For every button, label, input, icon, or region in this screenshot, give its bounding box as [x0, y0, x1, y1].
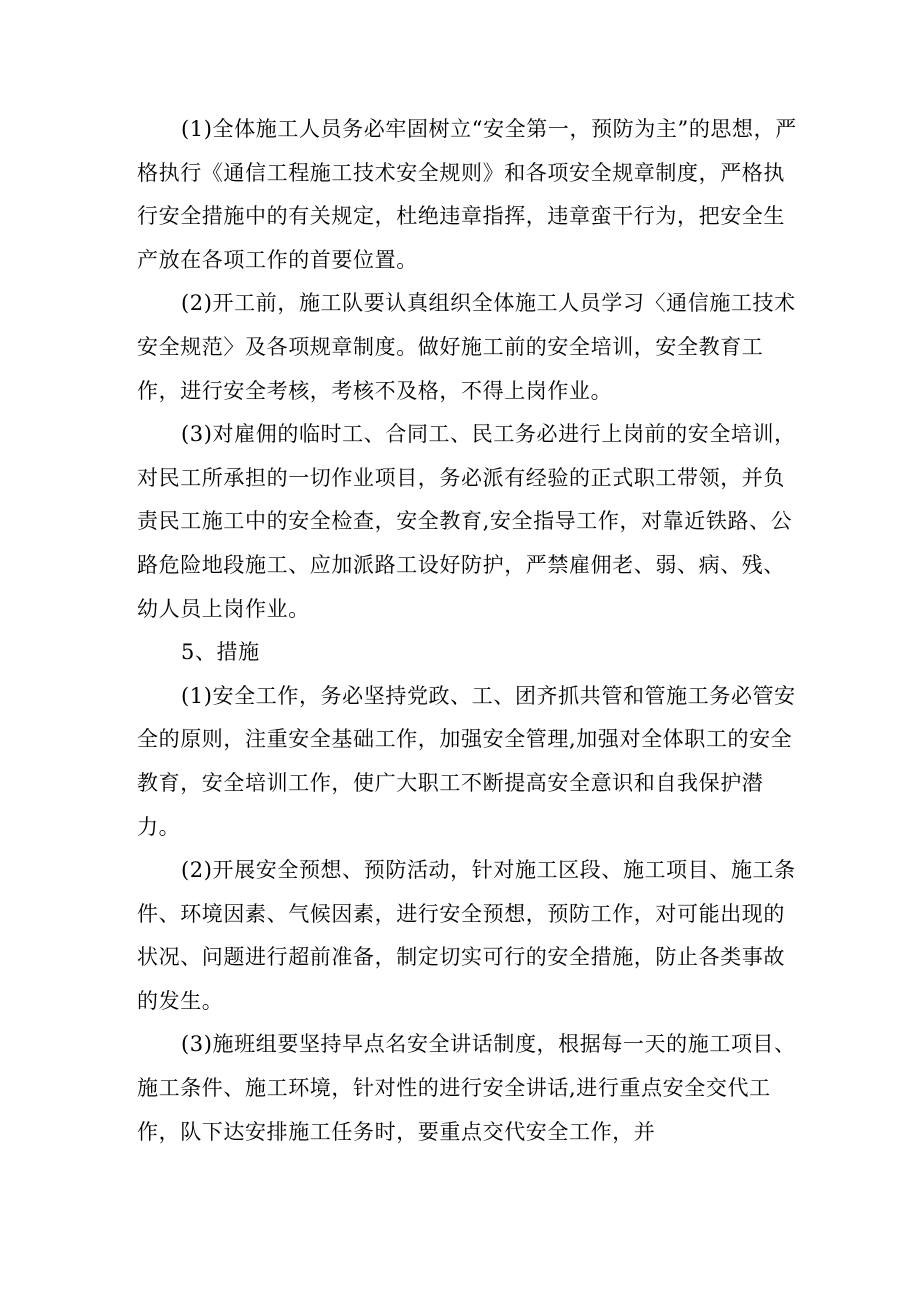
paragraph-temporary-workers: (3)对雇佣的临时工、合同工、民工务必进行上岗前的安全培训，对民工所承担的一切作业项目，务必派有经验的正式职工带领，并负责民工施工中的安全检查，安全教育,安全指导工作，对靠近铁路、公路危险地段施工、应加派路工设好防护，严禁雇佣老、弱、病、残、幼人员上岗作业。: [137, 422, 796, 621]
document-body: [137, 108, 802, 1154]
paragraph-pre-construction-training: (2)开工前，施工队要认真组织全体施工人员学习〈通信施工技术安全规范〉及各项规章制度。做好施工前的安全培训，安全教育工作，进行安全考核，考核不及格，不得上岗作业。: [137, 291, 796, 403]
paragraph-safety-work-principle: (1)安全工作，务必坚持党政、工、团齐抓共管和管施工务必管安全的原则，注重安全基础工作，加强安全管理,加强对全体职工的安全教育，安全培训工作，使广大职工不断提高安全意识和自我保护潜力。: [137, 683, 796, 839]
paragraph-morning-safety-talk: (3)施班组要坚持早点名安全讲话制度，根据每一天的施工项目、施工条件、施工环境，针对性的进行安全讲话,进行重点安全交代工作，队下达安排施工任务时，要重点交代安全工作，并: [137, 1032, 796, 1144]
section-heading-measures: 5、措施: [181, 640, 260, 665]
paragraph-safety-prevention: (2)开展安全预想、预防活动，针对施工区段、施工项目、施工条件、环境因素、气候因素，进行安全预想，预防工作，对可能出现的状况、问题进行超前准备，制定切实可行的安全措施，防止各类事故的发生。: [137, 858, 796, 1013]
paragraph-safety-first: (1)全体施工人员务必牢固树立“安全第一，预防为主”的思想，严格执行《通信工程施工技术安全规则》和各项安全规章制度，严格执行安全措施中的有关规定，杜绝违章指挥，违章蛮干行为，把安全生产放在各项工作的首要位置。: [137, 117, 797, 272]
